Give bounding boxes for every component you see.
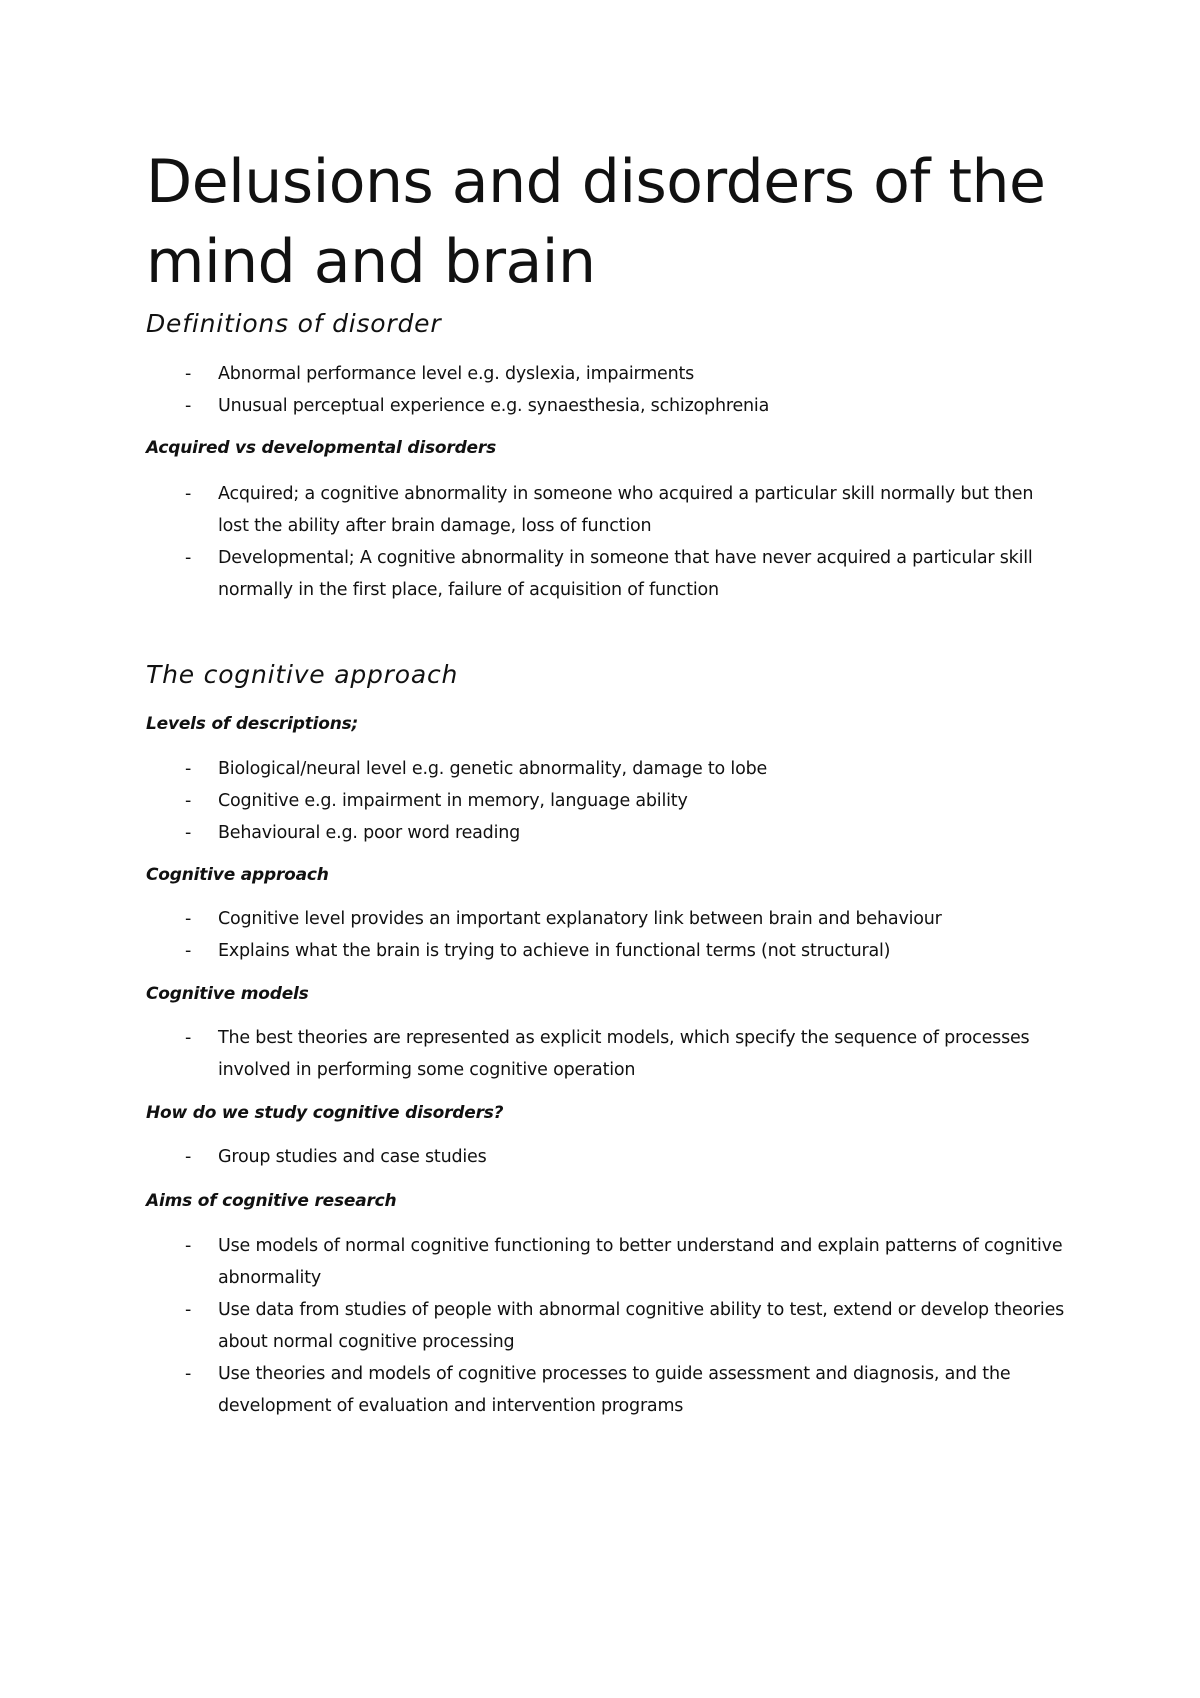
subsection-cognitive-approach-heading-block <box>146 863 1066 887</box>
bullet-dash: - <box>185 759 192 779</box>
list-item: - Group studies and case studies <box>146 1141 1066 1173</box>
list-item: - Use models of normal cognitive functioning to better understand and explain patterns of cognitive abnormality <box>146 1230 1066 1294</box>
page-title: Delusions and disorders of the mind and brain <box>146 147 1046 297</box>
list-item: - Use data from studies of people with abnormal cognitive ability to test, extend or develop theories about normal cognitive processing <box>146 1294 1066 1358</box>
bullet-dash: - <box>185 1300 192 1320</box>
how-study-list-block <box>146 1141 1066 1173</box>
bullet-dash: - <box>185 791 192 811</box>
subsection-heading: Levels of descriptions; <box>146 714 359 734</box>
aims-list-block <box>146 1230 1066 1422</box>
bullet-dash: - <box>185 1236 192 1256</box>
subsection-heading: Aims of cognitive research <box>146 1191 397 1211</box>
list-item: - Cognitive level provides an important explanatory link between brain and behaviour <box>146 903 1066 935</box>
section-cognitive-approach-heading-block <box>146 658 1066 692</box>
list-item: - The best theories are represented as explicit models, which specify the sequence of processes involved in performing some cognitive operation <box>146 1022 1066 1086</box>
subsection-cognitive-models-heading-block <box>146 982 1066 1006</box>
cognitive-approach-list-block <box>146 903 1066 967</box>
section-definitions-heading-block <box>146 307 1066 341</box>
bullet-dash: - <box>185 941 192 961</box>
subsection-aims-heading-block <box>146 1189 1066 1213</box>
bullet-list <box>146 903 1066 967</box>
subsection-heading: Cognitive approach <box>146 865 329 885</box>
list-item: - Cognitive e.g. impairment in memory, language ability <box>146 785 1066 817</box>
bullet-dash: - <box>185 548 192 568</box>
definitions-list-block <box>146 358 1066 422</box>
bullet-dash: - <box>185 1147 192 1167</box>
bullet-list <box>146 753 1066 849</box>
list-item: - Explains what the brain is trying to achieve in functional terms (not structural) <box>146 935 1066 967</box>
list-item: - Use theories and models of cognitive processes to guide assessment and diagnosis, and the development of evaluation and intervention programs <box>146 1358 1066 1422</box>
subsection-heading: Cognitive models <box>146 984 309 1004</box>
bullet-list <box>146 478 1066 606</box>
bullet-dash: - <box>185 364 192 384</box>
list-item: - Developmental; A cognitive abnormality in someone that have never acquired a particular skill normally in the first place, failure of acquisition of function <box>146 542 1066 606</box>
subsection-heading: How do we study cognitive disorders? <box>146 1103 504 1123</box>
bullet-list <box>146 1022 1066 1086</box>
bullet-dash: - <box>185 396 192 416</box>
section-heading: The cognitive approach <box>146 660 459 689</box>
subsection-heading: Acquired vs developmental disorders <box>146 438 496 458</box>
list-item: - Abnormal performance level e.g. dyslexia, impairments <box>146 358 1066 390</box>
subsection-levels-heading-block <box>146 712 1066 736</box>
bullet-list <box>146 1230 1066 1422</box>
section-heading: Definitions of disorder <box>146 309 442 338</box>
bullet-list <box>146 358 1066 422</box>
bullet-dash: - <box>185 484 192 504</box>
levels-list-block <box>146 753 1066 849</box>
bullet-dash: - <box>185 1364 192 1384</box>
bullet-dash: - <box>185 1028 192 1048</box>
subsection-acquired-heading-block <box>146 436 1066 460</box>
list-item: - Acquired; a cognitive abnormality in someone who acquired a particular skill normally but then lost the ability after brain damage, loss of function <box>146 478 1066 542</box>
list-item: - Unusual perceptual experience e.g. synaesthesia, schizophrenia <box>146 390 1066 422</box>
list-item: - Biological/neural level e.g. genetic abnormality, damage to lobe <box>146 753 1066 785</box>
bullet-list <box>146 1141 1066 1173</box>
subsection-how-study-heading-block <box>146 1101 1066 1125</box>
acquired-list-block <box>146 478 1066 606</box>
bullet-dash: - <box>185 823 192 843</box>
list-item: - Behavioural e.g. poor word reading <box>146 817 1066 849</box>
bullet-dash: - <box>185 909 192 929</box>
cognitive-models-list-block <box>146 1022 1066 1086</box>
